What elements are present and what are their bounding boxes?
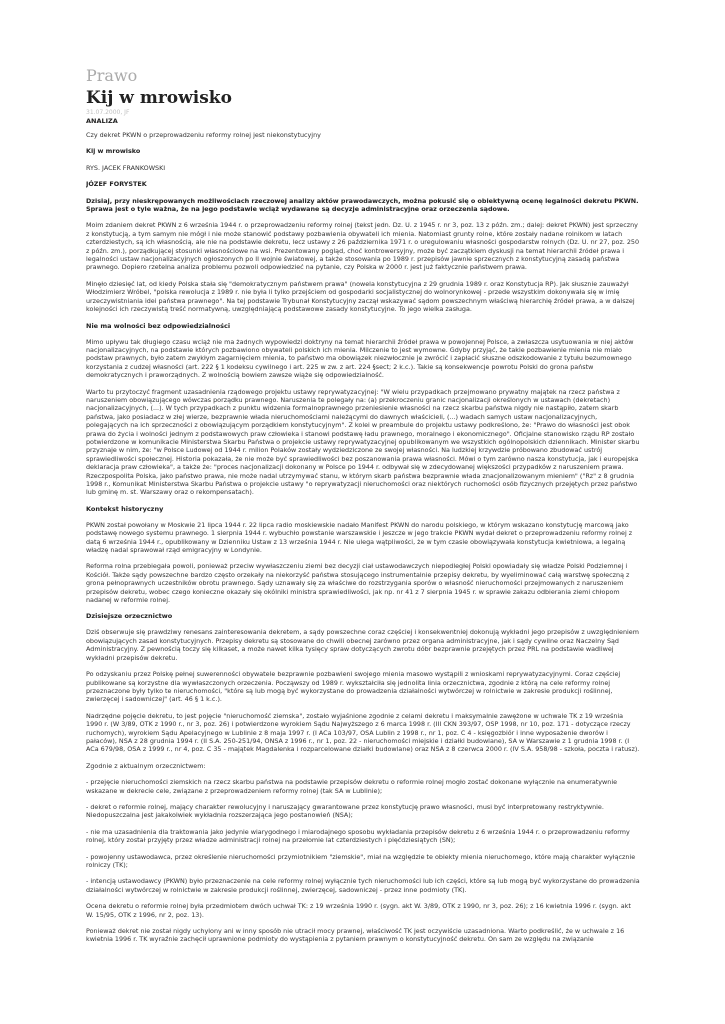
article-subtitle: Czy dekret PKWN o przeprowadzeniu reformy rolnej jest niekonstytucyjny (86, 131, 321, 139)
article (86, 66, 640, 1016)
list-item: - powojenny ustawodawca, przez określenie nieruchomości przymiotnikiem "ziemskie", miał na względzie te obiekty mienia nieruchomego, które mają charakter wyłącznie rolniczy (TK); (86, 852, 636, 869)
subheading: Nie ma wolności bez odpowiedzialności (86, 321, 231, 330)
subheading: Dzisiejsze orzecznictwo (86, 612, 173, 621)
paragraph: Minęło dziesięć lat, od kiedy Polska stała się "demokratycznym państwem prawa" (nowela konstytucyjna z 29 grudnia 1989 r. oraz Konstytucja RP). Jak słusznie zauważył Włodzimierz Wróbel, "polska rewolucja z 1989 r. nie była li tylko przejściem od gospodarki socjalistycznej do wolnorynkowej - przede wszystkim dokonywała się w imię urzeczywistniania idei państwa prawnego". Na tej podstawie Trybunał Konstytucyjny zaczął wskazywać sądom powszechnym właściwą hierarchię źródeł prawa, a w dalszej kolejności ich rzeczywistą treść normatywną, uwzględniającą podstawowe zasady konstytucyjne. To jego wielka zasługa. (86, 279, 635, 314)
subheading: Kontekst historyczny (86, 504, 164, 513)
article-title: Kij w mrowisko (86, 88, 232, 108)
heading-repeat: Kij w mrowisko (86, 147, 141, 156)
lead-paragraph: Dzisiaj, przy nieskrępowanych możliwościach rzeczowej analizy aktów prawodawczych, można pokusić się o obiektywną ocenę legalności dekretu PKWN. Sprawa jest o tyle ważna, że na jego podstawie wciąż wydawane są decyzje administracyjne oraz orzeczenia sądowe. (86, 196, 639, 214)
article-date-author: 31.07.2000, JF (86, 109, 130, 116)
author-name: JÓZEF FORYSTEK (86, 180, 147, 189)
paragraph: PKWN został powołany w Moskwie 21 lipca 1944 r. 22 lipca radio moskiewskie nadało Manifest PKWN do narodu polskiego, w którym wskazano konstytucję marcową jako podstawę nowego systemu prawnego. 1 sierpnia 1944 r. wybuchło powstanie warszawskie i jeszcze w jego trakcie PKWN wydał dekret o przeprowadzeniu reformy rolnej z datą 6 września 1944 r., opublikowany w Dzienniku Ustaw z 13 września 1944 r. Nie ulega wątpliwości, że w tym czasie obowiązywała konstytucja kwietniowa, a legalną władzę nadal sprawował rząd emigracyjny w Londynie. (86, 520, 633, 555)
paragraph: Ocena dekretu o reformie rolnej była przedmiotem dwóch uchwał TK: z 19 września 1990 r. (sygn. akt W. 3/89, OTK z 1990, nr 3, poz. 26); z 16 kwietnia 1996 r. (sygn. akt W. 15/95, OTK z 1996, nr 2, poz. 13). (86, 902, 631, 919)
paragraph: Ponieważ dekret nie został nigdy uchylony ani w inny sposób nie utracił mocy prawnej, właściwość TK jest oczywiście uzasadniona. Warto podkreślić, że w uchwale z 16 kwietnia 1996 r. TK wyraźnie zachęcił uprawnione podmioty do wystąpienia z pytaniem prawnym o konstytucyjność dekretu. On sam ze względu na związanie (86, 927, 625, 944)
section-heading[interactable]: Prawo (86, 66, 138, 85)
paragraph: Mimo upływu tak długiego czasu wciąż nie ma żadnych wypowiedzi doktryny na temat hierarchii źródeł prawa w powojennej Polsce, a zwłaszcza usytuowania w niej aktów nacjonalizacyjnych, na podstawie których pozbawiono obywateli polskich ich mienia. Milczenie to jest wymowne. Gdyby przyjąć, że takie pozbawienie mienia nie miało podstaw prawnych, było zatem zwykłym zagarnięciem mienia, to państwo ma obowiązek niezwłocznie je zwrócić i zapłacić słuszne odszkodowanie z tytułu bezumownego korzystania z cudzej własności (art. 222 § 1 kodeksu cywilnego i art. 225 w zw. z art. 224 §sect; 2 k.c.). Takie są konsekwencje powrotu Polski do grona państw demokratycznych i praworządnych. Z wolnością bowiem zawsze wiąże się odpowiedzialność. (86, 337, 634, 380)
illustration-credit: RYS. JACEK FRANKOWSKI (86, 163, 166, 172)
article-kind: ANALIZA (86, 117, 118, 125)
paragraph: Moim zdaniem dekret PKWN z 6 września 1944 r. o przeprowadzeniu reformy rolnej (tekst jedn. Dz. U. z 1945 r. nr 3, poz. 13 z późn. zm.; dalej: dekret PKWN) jest sprzeczny z konstytucją, a tym samym nie mógł i nie może stanowić podstawy pozbawienia obywateli ich mienia. Natomiast grunty rolne, które zostały nadane rolnikom w latach czterdziestych, są ich własnością, ale nie na podstawie dekretu, lecz ustawy z 26 października 1971 r. o uregulowaniu własności gospodarstw rolnych (Dz. U. nr 27, poz. 250 z późn. zm.), porządkującej stosunki własnościowe na wsi. Prezentowany pogląd, choć kontrowersyjny, może być zaczątkiem dyskusji na temat hierarchii źródeł prawa i legalności ustaw nacjonalizacyjnych ogłoszonych po II wojnie światowej, a także stosowania po 1989 r. przepisów jawnie sprzecznych z konstytucyjną zasadą państwa prawnego. Dopiero rzetelna analiza problemu pozwoli odpowiedzieć na pytanie, czy Polska w 2000 r. jest już faktycznie państwem prawa. (86, 221, 640, 272)
paragraph: Nadrzędne pojęcie dekretu, to jest pojęcie "nieruchomość ziemska", zostało wyjaśnione zgodnie z celami dekretu i maksymalnie zawężone w uchwale TK z 19 września 1990 r. (W 3/89, OTK z 1990 r., nr 3, poz. 26) i potwierdzone wyrokiem Sądu Najwyższego z 6 marca 1998 r. (III CKN 393/97, OSP 1998, nr 10, poz. 171 - dotyczące rzeczy ruchomych), wyrokiem Sądu Apelacyjnego w Lublinie z 8 maja 1997 r. (I ACa 103/97, OSA Lublin z 1998 r., nr 1, poz. C 4 - księgozbiór i inne wyposażenie dworów i pałaców), NSA z 28 grudnia 1994 r. (II S.A. 250-251/94, ONSA z 1996 r., nr 1, poz. 22 - nieruchomości miejskie i działki budowlane), SA w Warszawie z 1 grudnia 1998 r. (I ACa 679/98, OSA z 1999 r., nr 4, poz. C 35 - majątek Magdalenka i rozparcelowane działki budowlane) oraz NSA z 8 czerwca 2000 r. (IV S.A. 958/98 - szkoła, poczta i ratusz). (86, 711, 640, 754)
list-item: - dekret o reformie rolnej, mający charakter rewolucyjny i naruszający gwarantowane przez konstytucję prawo własności, musi być interpretowany restryktywnie. Niedopuszczalna jest jakakolwiek wykładnia rozszerzająca jego postanowień (NSA); (86, 802, 604, 820)
paragraph: Po odzyskaniu przez Polskę pełnej suwerenności obywatele bezprawnie pozbawieni swojego mienia masowo wystąpili z wnioskami reprywatyzacyjnymi. Coraz częściej publikowane są korzystne dla wywłaszczonych orzeczenia. Począwszy od 1989 r. wykształciła się jednolita linia orzecznictwa, zgodnie z którą na cele reformy rolnej przeznaczone były tylko te nieruchomości, "które są lub mogą być wykorzystane do prowadzenia działalności wytwórczej w rolnictwie w zakresie produkcji roślinnej, zwierzęcej i sadowniczej" (art. 46 § 1 k.c.). (86, 670, 621, 704)
paragraph: Reforma rolna przebiegała powoli, ponieważ przeciw wywłaszczeniu ziemi bez decyzji ciał ustawodawczych niepodległej Polski opowiadały się władze Polski Podziemnej i Kościół. Także sądy powszechne bardzo często orzekały na niekorzyść państwa stosującego instrumentalnie przepisy dekretu, by wyeliminować całą warstwę społeczną z grona pełnoprawnych uczestników obrotu prawnego. Sądy uznawały się za właściwe do rozstrzygania sporów o własność nieruchomości przejmowanych z naruszeniem przepisów dekretu, wobec czego konieczne okazały się okólniki ministra sprawiedliwości, jak np. nr 41 z 7 sierpnia 1945 r. w sprawie zakazu odbierania ziemi chłopom nadanej w reformie rolnej. (86, 562, 630, 605)
list-item: - przejęcie nieruchomości ziemskich na rzecz skarbu państwa na podstawie przepisów dekretu o reformie rolnej mogło zostać dokonane wyłącznie na enumeratywnie wskazane w dekrecie cele, związane z przeprowadzeniem reformy rolnej (tak SA w Lublinie); (86, 778, 618, 795)
list-item: - intencją ustawodawcy (PKWN) było przeznaczenie na cele reformy rolnej wyłącznie tych nieruchomości lub ich części, które są lub mogą być wykorzystane do prowadzenia działalności wytwórczej w rolnictwie w zakresie produkcji roślinnej, zwierzęcej, sadowniczej - przez inne podmioty (TK). (86, 877, 640, 894)
paragraph: Zgodnie z aktualnym orzecznictwem: (86, 761, 206, 770)
paragraph: Warto tu przytoczyć fragment uzasadnienia rządowego projektu ustawy reprywatyzacyjnej: "W wielu przypadkach przejmowano prywatny majątek na rzecz państwa z naruszeniem obowiązującego wówczas porządku prawnego. Naruszenia te polegały na: (a) przekroczeniu granic nacjonalizacji określonych w ustawach (dekretach) nacjonalizacyjnych, (...). W tych przypadkach z punktu widzenia formalnoprawnego przeniesienie własności na rzecz skarbu państwa nigdy nie nastąpiło, zatem skarb państwa, jako posiadacz w złej wierze, bezprawnie włada nieruchomościami należącymi do dawnych właścicieli, (...) wadach samych ustaw nacjonalizacyjnych, polegających na ich sprzeczności z obowiązującym porządkiem konstytucyjnym". Z kolei w preambule do projektu ustawy podkreślono, że: "Prawo do własności jest obok prawa do życia i wolności jednym z podstawowych praw człowieka i stanowi podstawę ładu prawnego, moralnego i ekonomicznego". Oficjalne stanowisko rządu RP zostało potwierdzone w komunikacie Ministerstwa Skarbu Państwa o projekcie ustawy reprywatyzacyjnej opublikowanym we wszystkich ogólnopolskich dziennikach. Minister skarbu przyznaje w nim, że: "w Polsce Ludowej od 1944 r. milion Polaków zostały wydziedziczone ze swojej własności. Na ludzkiej krzywdzie próbowano zbudować ustrój sprawiedliwości społecznej. Historia pokazała, że nie może być sprawiedliwości bez poszanowania prawa własności. Mówi o tym zarówno nasza konstytucja, jak i europejska deklaracja praw człowieka", a także że: "proces nacjonalizacji dokonany w Polsce po 1944 r. odbywał się w zdecydowanej większości przypadków z naruszeniem prawa. Rzeczpospolita Polska, jako państwo prawa, nie może nadal utrzymywać stanu, w którym skarb państwa bezprawnie włada znacjonalizowanym mieniem" ("Rz" z 8 grudnia 1998 r., Komunikat Ministerstwa Skarbu Państwa o projekcie ustawy "o reprywatyzacji nieruchomości oraz niektórych ruchomości osób fizycznych przejętych przez państwo lub gminę m. st. Warszawy oraz o rekompensatach). (86, 387, 640, 497)
article-body (86, 131, 640, 944)
paragraph: Dziś obserwuje się prawdziwy renesans zainteresowania dekretem, a sądy powszechne coraz częściej i konsekwentniej dokonują wykładni jego przepisów z uwzględnieniem obowiązujących zasad konstytucyjnych. Przepisy dekretu są stosowane do chwili obecnej zarówno przez organa administracyjne, jak i sądy cywilne oraz Naczelny Sąd Administracyjny. Z pewnością toczy się kilkaset, a może nawet kilka tysięcy spraw dotyczących zwrotu dóbr bezprawnie przejętych przez PRL na podstawie wadliwej wykładni przepisów dekretu. (86, 628, 639, 662)
list-item: - nie ma uzasadnienia dla traktowania jako jedynie wiarygodnego i miarodajnego sposobu wykładania przepisów dekretu z 6 września 1944 r. o przeprowadzeniu reformy rolnej, który został przyjęty przez władze administracji rolnej na przełomie lat czterdziestych i pięćdziesiątych (SN); (86, 827, 630, 845)
